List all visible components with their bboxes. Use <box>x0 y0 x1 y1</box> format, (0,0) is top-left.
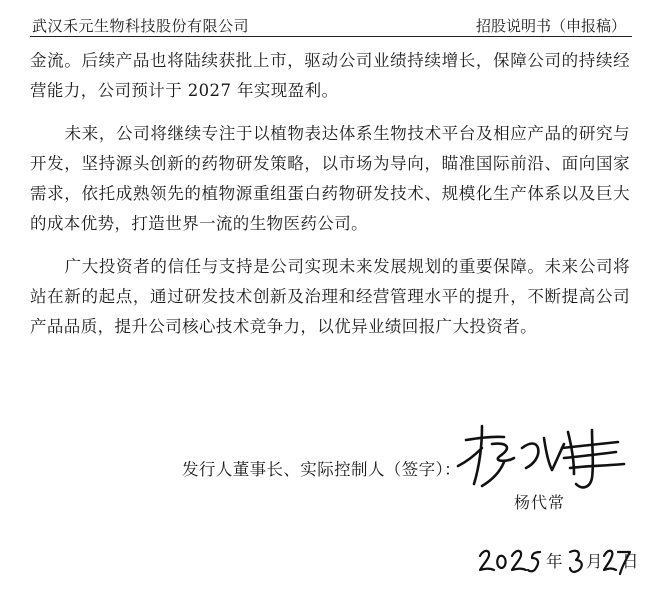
month-unit: 月 <box>586 552 603 571</box>
company-name: 武汉禾元生物科技股份有限公司 <box>32 17 250 35</box>
paragraph-2: 未来，公司将继续专注于以植物表达体系生物技术平台及相应产品的研究与开发，坚持源头创新的药物研发策略，以市场为导向，瞄准国际前沿、面向国家需求，依托成熟领先的植物源重组蛋白药物研发技术、规模化生产体系以及巨大的成本优势，打造世界一流的生物医药公司。 <box>30 124 630 233</box>
body-text <box>30 46 630 355</box>
page-header <box>30 10 632 37</box>
day-unit: 日 <box>622 552 639 571</box>
signer-name: 杨代常 <box>514 493 566 512</box>
signature-label: 发行人董事长、实际控制人（签字）： <box>182 460 462 479</box>
year-unit: 年 <box>546 552 563 571</box>
handwritten-month <box>566 544 586 580</box>
handwritten-year <box>476 544 542 580</box>
document-title: 招股说明书（申报稿） <box>475 17 626 35</box>
handwritten-signature <box>452 418 632 498</box>
paragraph-1: 金流。后续产品也将陆续获批上市，驱动公司业绩持续增长，保障公司的持续经营能力，公司预计于 2027 年实现盈利。 <box>30 51 630 100</box>
handwritten-date <box>476 540 639 584</box>
paragraph-3: 广大投资者的信任与支持是公司实现未来发展规划的重要保障。未来公司将站在新的起点，通过研发技术创新及治理和经营管理水平的提升，不断提高公司产品品质，提升公司核心技术竞争力，以优异业绩回报广大投资者。 <box>30 257 630 336</box>
